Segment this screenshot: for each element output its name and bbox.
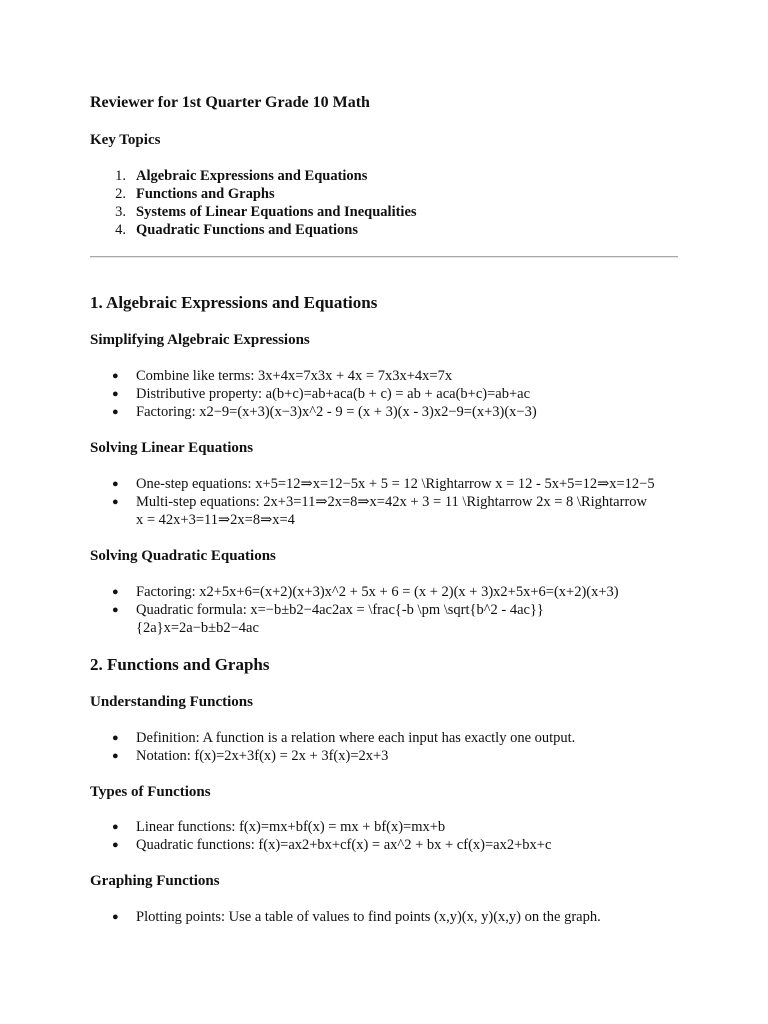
subheading-graphing: Graphing Functions	[90, 873, 220, 889]
subheading-types: Types of Functions	[90, 784, 211, 800]
list-item: Combine like terms: 3x+4x=7x3x + 4x = 7x3x+4x=7x	[136, 368, 453, 384]
list-item: Factoring: x2−9=(x+3)(x−3)x^2 - 9 = (x + 3)(x - 3)x2−9=(x+3)(x−3)	[136, 404, 537, 420]
bullet-icon: ●	[112, 911, 119, 923]
bullet-icon: ●	[112, 496, 119, 508]
subheading-simplifying: Simplifying Algebraic Expressions	[90, 332, 310, 348]
key-topic-item: Functions and Graphs	[136, 186, 275, 202]
bullet-icon: ●	[112, 388, 119, 400]
key-topic-item: Algebraic Expressions and Equations	[136, 168, 368, 184]
key-topics-heading: Key Topics	[90, 132, 161, 148]
list-item: Notation: f(x)=2x+3f(x) = 2x + 3f(x)=2x+3	[136, 748, 389, 764]
list-number: 4.	[115, 222, 126, 238]
subheading-quadratic: Solving Quadratic Equations	[90, 548, 276, 564]
list-item: Distributive property: a(b+c)=ab+aca(b + c) = ab + aca(b+c)=ab+ac	[136, 386, 531, 402]
bullet-icon: ●	[112, 839, 119, 851]
subheading-understanding: Understanding Functions	[90, 694, 253, 710]
bullet-icon: ●	[112, 586, 119, 598]
bullet-icon: ●	[112, 478, 119, 490]
bullet-icon: ●	[112, 370, 119, 382]
list-item: Multi-step equations: 2x+3=11⇒2x=8⇒x=42x + 3 = 11 \Rightarrow 2x = 8 \Rightarrow	[136, 494, 647, 510]
list-item: Definition: A function is a relation where each input has exactly one output.	[136, 730, 576, 746]
list-item: Factoring: x2+5x+6=(x+2)(x+3)x^2 + 5x + 6 = (x + 2)(x + 3)x2+5x+6=(x+2)(x+3)	[136, 584, 619, 600]
list-item: Plotting points: Use a table of values to find points (x,y)(x, y)(x,y) on the graph.	[136, 909, 601, 925]
section-heading-functions: 2. Functions and Graphs	[90, 655, 270, 674]
list-item-continuation: x = 42x+3=11⇒2x=8⇒x=4	[136, 512, 295, 528]
section-heading-algebraic: 1. Algebraic Expressions and Equations	[90, 293, 378, 312]
horizontal-divider	[90, 256, 678, 258]
list-item: Quadratic formula: x=−b±b2−4ac2ax = \frac{-b \pm \sqrt{b^2 - 4ac}}	[136, 602, 544, 618]
subheading-linear: Solving Linear Equations	[90, 440, 254, 456]
list-item-continuation: {2a}x=2a−b±b2−4ac	[136, 620, 259, 636]
list-number: 2.	[115, 186, 126, 202]
key-topic-item: Systems of Linear Equations and Inequalities	[136, 204, 417, 220]
bullet-icon: ●	[112, 406, 119, 418]
list-item: Quadratic functions: f(x)=ax2+bx+cf(x) = ax^2 + bx + cf(x)=ax2+bx+c	[136, 837, 552, 853]
list-item: Linear functions: f(x)=mx+bf(x) = mx + bf(x)=mx+b	[136, 819, 446, 835]
key-topic-item: Quadratic Functions and Equations	[136, 222, 358, 238]
bullet-icon: ●	[112, 750, 119, 762]
list-item: One-step equations: x+5=12⇒x=12−5x + 5 = 12 \Rightarrow x = 12 - 5x+5=12⇒x=12−5	[136, 476, 655, 492]
list-number: 3.	[115, 204, 126, 220]
bullet-icon: ●	[112, 732, 119, 744]
bullet-icon: ●	[112, 821, 119, 833]
document-title: Reviewer for 1st Quarter Grade 10 Math	[90, 94, 370, 111]
list-number: 1.	[115, 168, 126, 184]
bullet-icon: ●	[112, 604, 119, 616]
